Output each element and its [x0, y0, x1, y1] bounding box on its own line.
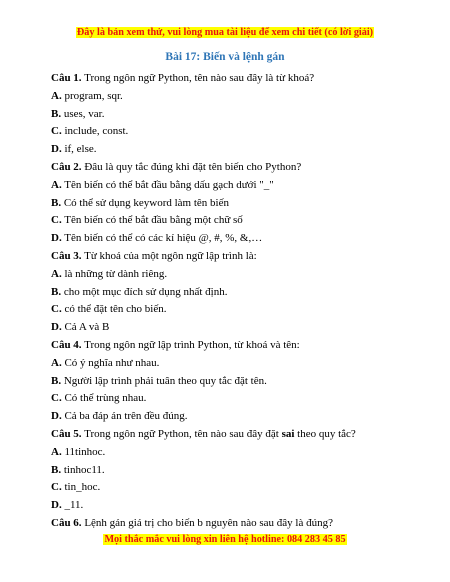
- answer-option: [51, 123, 411, 141]
- question-text: Từ khoá của một ngôn ngữ lập trình là:: [81, 249, 257, 262]
- option-letter: C.: [51, 392, 62, 405]
- option-letter: D.: [51, 410, 62, 423]
- option-text: Người lập trình phải tuân theo quy tắc đặt tên.: [61, 374, 267, 387]
- option-letter: B.: [51, 196, 62, 209]
- question-text: Đâu là quy tắc đúng khi đặt tên biến cho Python?: [81, 160, 302, 173]
- question-text: Lệnh gán giá trị cho biến b nguyên nào sau đây là đúng?: [81, 516, 333, 529]
- option-text: Cả A và B: [61, 321, 110, 334]
- option-letter: B.: [51, 285, 62, 298]
- option-text: Tên biến có thể bắt đầu bằng một chữ số: [61, 214, 243, 227]
- option-text: Có thể sử dụng keyword làm tên biến: [61, 196, 229, 209]
- option-text: Có ý nghĩa như nhau.: [61, 356, 160, 369]
- option-letter: C.: [51, 125, 62, 138]
- answer-option: [51, 301, 411, 319]
- option-letter: A.: [51, 89, 62, 102]
- question-line: [51, 426, 411, 444]
- option-text: 11tinhoc.: [61, 445, 106, 458]
- option-text: Tên biến có thể bắt đầu bằng dấu gạch dưới "_": [61, 178, 274, 191]
- option-text: Tên biến có thể có các kí hiệu @, #, %, &,…: [61, 232, 263, 245]
- option-text: cho một mục đích sử dụng nhất định.: [61, 285, 228, 298]
- lesson-title: Bài 17: Biến và lệnh gán: [165, 51, 285, 63]
- emphasis-word: sai: [281, 427, 295, 440]
- answer-option: [51, 266, 411, 284]
- option-letter: C.: [51, 481, 62, 494]
- answer-option: [51, 479, 411, 497]
- preview-notice-banner: [0, 27, 450, 38]
- question-text-tail: theo quy tắc?: [294, 427, 356, 440]
- option-text: include, const.: [61, 125, 129, 138]
- option-letter: A.: [51, 445, 62, 458]
- option-letter: B.: [51, 107, 62, 120]
- option-text: Có thể trùng nhau.: [61, 392, 147, 405]
- answer-option: [51, 284, 411, 302]
- question-line: [51, 515, 411, 533]
- option-letter: C.: [51, 214, 62, 227]
- option-letter: B.: [51, 463, 62, 476]
- answer-option: [51, 444, 411, 462]
- answer-option: [51, 319, 411, 337]
- option-text: tinhoc11.: [61, 463, 105, 476]
- hotline-notice-banner: [0, 534, 450, 545]
- option-text: if, else.: [61, 143, 97, 156]
- option-letter: A.: [51, 178, 62, 191]
- answer-option: [51, 408, 411, 426]
- question-number: Câu 4.: [51, 338, 82, 351]
- question-line: [51, 337, 411, 355]
- question-text: Trong ngôn ngữ Python, tên nào sau đây đặt: [81, 427, 282, 440]
- question-number: Câu 1.: [51, 72, 82, 84]
- answer-option: [51, 497, 411, 515]
- answer-option: [51, 177, 411, 195]
- answer-option: [51, 88, 411, 106]
- question-line: [51, 159, 411, 177]
- option-letter: A.: [51, 267, 62, 280]
- question-number: Câu 6.: [51, 516, 82, 529]
- answer-option: [51, 106, 411, 124]
- question-number: Câu 2.: [51, 160, 82, 173]
- question-text: Trong ngôn ngữ lập trình Python, từ khoá và tên:: [81, 338, 300, 351]
- option-text: Cả ba đáp án trên đều đúng.: [61, 410, 188, 423]
- question-number: Câu 5.: [51, 427, 82, 440]
- option-text: tin_hoc.: [61, 481, 101, 494]
- question-number: Câu 3.: [51, 249, 82, 262]
- option-text: program, sqr.: [61, 89, 123, 102]
- answer-option: [51, 390, 411, 408]
- option-letter: B.: [51, 374, 62, 387]
- question-text: Trong ngôn ngữ Python, tên nào sau đây là từ khoá?: [81, 72, 315, 84]
- question-line: [51, 70, 411, 88]
- option-letter: D.: [51, 232, 62, 245]
- option-letter: C.: [51, 303, 62, 316]
- answer-option: [51, 230, 411, 248]
- question-list: [51, 70, 411, 533]
- option-letter: D.: [51, 321, 62, 334]
- option-letter: A.: [51, 356, 62, 369]
- answer-option: [51, 355, 411, 373]
- answer-option: [51, 462, 411, 480]
- preview-notice-text: Đây là bản xem thử, vui lòng mua tài liệu để xem chi tiết (có lời giải): [76, 27, 374, 38]
- answer-option: [51, 195, 411, 213]
- option-letter: D.: [51, 143, 62, 156]
- answer-option: [51, 373, 411, 391]
- option-letter: D.: [51, 499, 62, 512]
- option-text: là những từ dành riêng.: [61, 267, 168, 280]
- hotline-notice-text: Mọi thắc mắc vui lòng xin liên hệ hotline: 084 283 45 85: [104, 534, 346, 545]
- option-text: _11.: [61, 499, 84, 512]
- answer-option: [51, 141, 411, 159]
- option-text: uses, var.: [61, 107, 105, 120]
- answer-option: [51, 212, 411, 230]
- option-text: có thể đặt tên cho biến.: [61, 303, 167, 316]
- question-line: [51, 248, 411, 266]
